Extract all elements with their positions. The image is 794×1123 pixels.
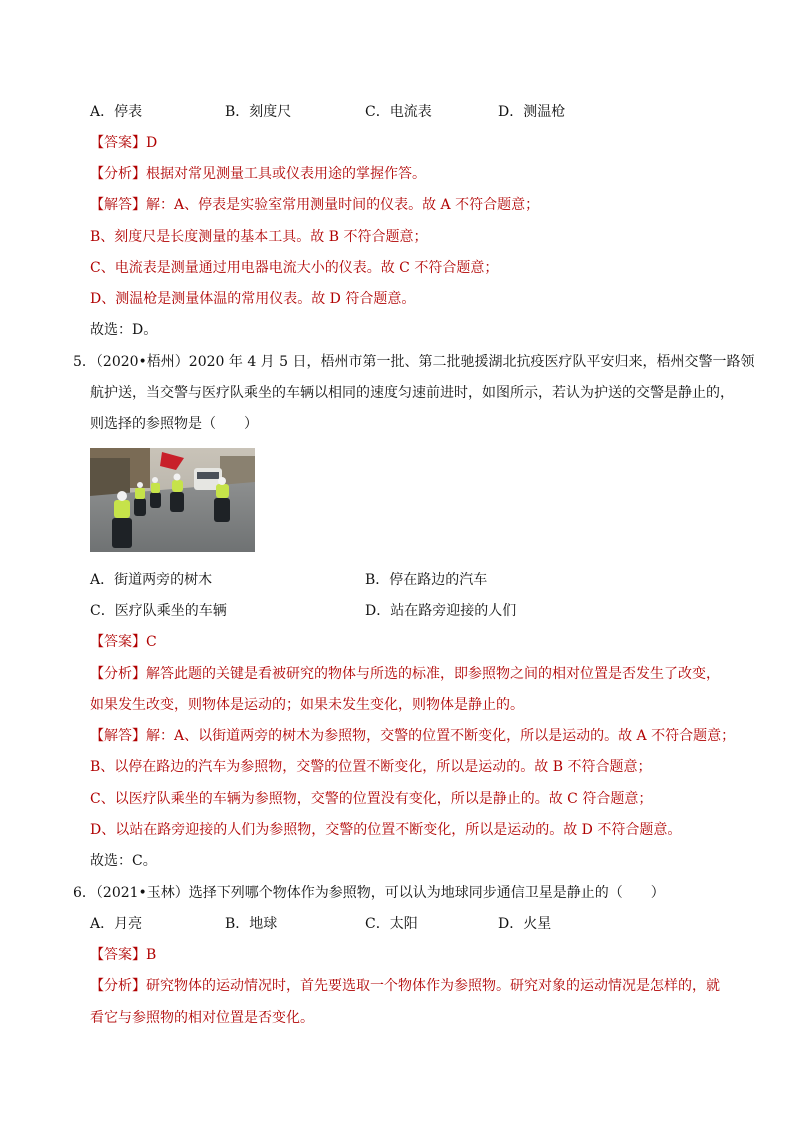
- q6-option-d: D．火星: [498, 916, 552, 932]
- q4-answer-value: D: [146, 135, 158, 151]
- q6-stem: 6．（2021•玉林）选择下列哪个物体作为参照物，可以认为地球同步通信卫星是静止的（ ）: [73, 885, 665, 901]
- q4-analysis-tag: 【分析】: [90, 166, 146, 182]
- q4-option-d: D．测温枪: [498, 104, 566, 120]
- q4-answer: [90, 133, 157, 153]
- q5-answer-tag: 【答案】: [90, 634, 146, 650]
- q5-options-row2: [90, 601, 516, 621]
- q4-solution-line: B、刻度尺是长度测量的基本工具。故 B 不符合题意；: [90, 229, 428, 245]
- q5-solution-tag: 【解答】: [90, 728, 146, 744]
- q4-options: [90, 102, 565, 122]
- q4-analysis: [90, 164, 426, 184]
- q4-option-a: A．停表: [90, 104, 143, 120]
- q5-option-c: C．医疗队乘坐的车辆: [90, 603, 227, 619]
- q5-stem-line: 则选择的参照物是（ ）: [90, 416, 258, 432]
- q5-solution-text: 解：A、以街道两旁的树木为参照物，交警的位置不断变化，所以是运动的。故 A 不符合题意；: [146, 728, 736, 744]
- q4-solution-line: C、电流表是测量通过用电器电流大小的仪表。故 C 不符合题意；: [90, 260, 499, 276]
- q5-options-row1: [90, 570, 487, 590]
- q6-answer-value: B: [146, 947, 157, 963]
- q5-answer-value: C: [146, 634, 157, 650]
- q4-solution-line: [90, 195, 539, 215]
- q6-analysis-line: 看它与参照物的相对位置是否变化。: [90, 1010, 314, 1026]
- q5-solution-line: C、以医疗队乘坐的车辆为参照物，交警的位置没有变化，所以是静止的。故 C 符合题意；: [90, 791, 653, 807]
- q6-answer-tag: 【答案】: [90, 947, 146, 963]
- q5-stem-line: 5．（2020•梧州）2020 年 4 月 5 日，梧州市第一批、第二批驰援湖北抗疫医疗队平安归来，梧州交警一路领: [73, 354, 755, 370]
- q5-answer: [90, 632, 157, 652]
- q5-option-d: D．站在路旁迎接的人们: [365, 603, 517, 619]
- q4-option-b: B．刻度尺: [225, 104, 292, 120]
- q6-option-c: C．太阳: [365, 916, 418, 932]
- q6-analysis-text: 研究物体的运动情况时，首先要选取一个物体作为参照物。研究对象的运动情况是怎样的，就: [146, 978, 720, 994]
- q6-answer: [90, 945, 156, 965]
- q4-analysis-text: 根据对常见测量工具或仪表用途的掌握作答。: [146, 166, 426, 182]
- q5-photo: [90, 448, 255, 552]
- q5-analysis-line: 如果发生改变，则物体是运动的；如果未发生变化，则物体是静止的。: [90, 697, 524, 713]
- q4-answer-tag: 【答案】: [90, 135, 146, 151]
- q4-solution-tag: 【解答】: [90, 197, 146, 213]
- q5-solution-line: B、以停在路边的汽车为参照物，交警的位置不断变化，所以是运动的。故 B 不符合题意；: [90, 759, 652, 775]
- q6-analysis-line: [90, 976, 720, 996]
- q4-conclusion: 故选：D。: [90, 322, 158, 338]
- q6-option-b: B．地球: [225, 916, 278, 932]
- q5-conclusion: 故选：C。: [90, 853, 157, 869]
- q5-solution-line: [90, 726, 735, 746]
- q5-option-b: B．停在路边的汽车: [365, 572, 488, 588]
- q5-analysis-text: 解答此题的关键是看被研究的物体与所选的标准，即参照物之间的相对位置是否发生了改变，: [146, 666, 720, 682]
- q5-stem-line: 航护送，当交警与医疗队乘坐的车辆以相同的速度匀速前进时，如图所示，若认为护送的交警是静止的，: [90, 385, 734, 401]
- q4-solution-text: 解：A、停表是实验室常用测量时间的仪表。故 A 不符合题意；: [146, 197, 540, 213]
- q5-solution-line: D、以站在路旁迎接的人们为参照物，交警的位置不断变化，所以是运动的。故 D 不符合题意。: [90, 822, 682, 838]
- q5-analysis-tag: 【分析】: [90, 666, 146, 682]
- q5-analysis-line: [90, 664, 720, 684]
- q6-analysis-tag: 【分析】: [90, 978, 146, 994]
- q4-solution-line: D、测温枪是测量体温的常用仪表。故 D 符合题意。: [90, 291, 416, 307]
- q5-option-a: A．街道两旁的树木: [90, 572, 213, 588]
- q6-options: [90, 914, 551, 934]
- q6-option-a: A．月亮: [90, 916, 143, 932]
- q4-option-c: C．电流表: [365, 104, 432, 120]
- police-motorcycle-photo-icon: [90, 448, 255, 552]
